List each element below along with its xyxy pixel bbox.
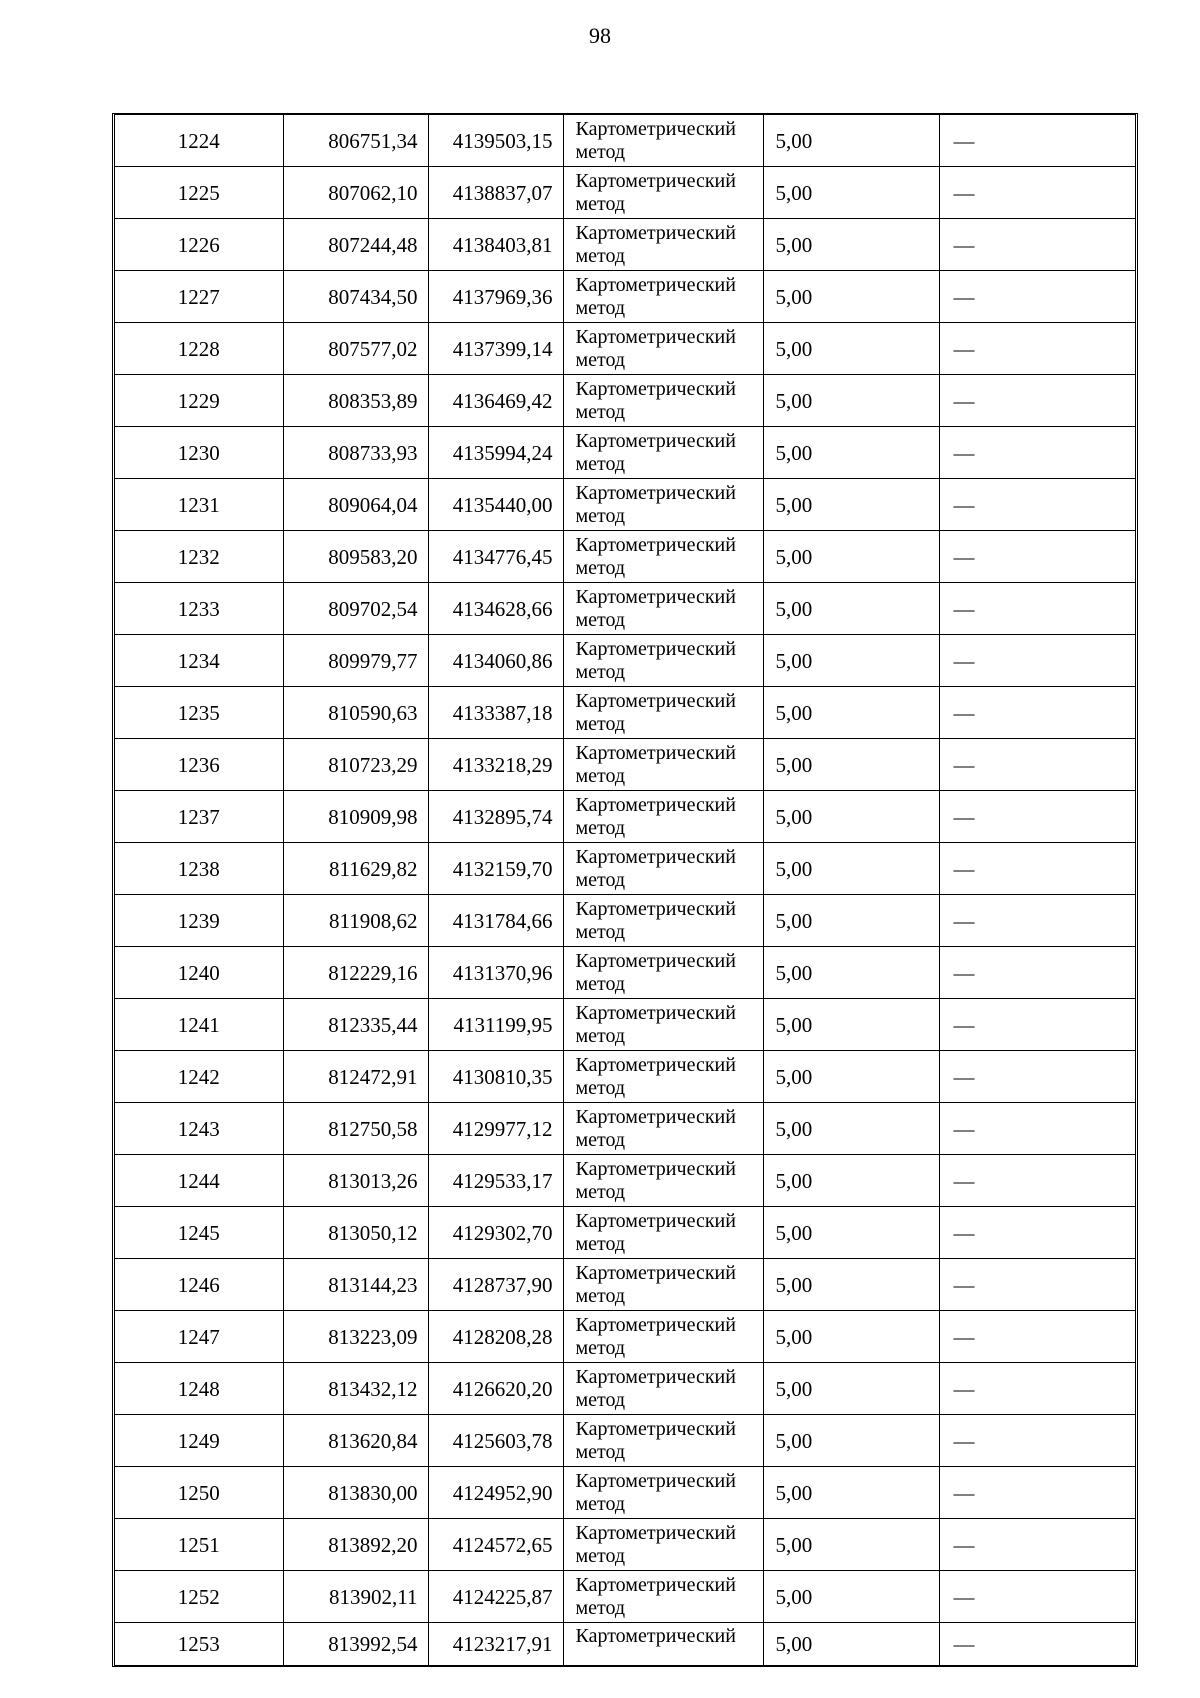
- method-line-1: Картометрический: [575, 169, 736, 192]
- x-coordinate-cell: 812229,16: [283, 947, 428, 999]
- note-cell: —: [939, 1623, 1135, 1666]
- accuracy-cell: 5,00: [763, 1363, 939, 1415]
- method-cell: [563, 1467, 763, 1519]
- y-coordinate-cell: 4129302,70: [428, 1207, 563, 1259]
- accuracy-cell: 5,00: [763, 1051, 939, 1103]
- x-coordinate-cell: 812750,58: [283, 1103, 428, 1155]
- y-coordinate-cell: 4132159,70: [428, 843, 563, 895]
- x-coordinate-cell: 809064,04: [283, 479, 428, 531]
- accuracy-cell: 5,00: [763, 1259, 939, 1311]
- method-line-2: метод: [575, 400, 626, 423]
- table-body: [115, 115, 1135, 1665]
- y-coordinate-cell: 4137399,14: [428, 323, 563, 375]
- x-coordinate-cell: 811629,82: [283, 843, 428, 895]
- table-row: [115, 323, 1135, 375]
- accuracy-cell: 5,00: [763, 1155, 939, 1207]
- accuracy-cell: 5,00: [763, 687, 939, 739]
- method-line-2: метод: [575, 244, 626, 267]
- method-line-2: метод: [575, 1284, 626, 1307]
- note-cell: —: [939, 843, 1135, 895]
- note-cell: —: [939, 375, 1135, 427]
- point-number-cell: 1251: [115, 1519, 283, 1571]
- note-cell: —: [939, 1259, 1135, 1311]
- method-cell: [563, 479, 763, 531]
- method-line-1: Картометрический: [575, 897, 736, 920]
- method-line-1: Картометрический: [575, 1001, 736, 1024]
- point-number-cell: 1225: [115, 167, 283, 219]
- method-cell: [563, 375, 763, 427]
- accuracy-cell: 5,00: [763, 1207, 939, 1259]
- x-coordinate-cell: 808353,89: [283, 375, 428, 427]
- x-coordinate-cell: 813620,84: [283, 1415, 428, 1467]
- method-cell: [563, 427, 763, 479]
- method-line-1: Картометрический: [575, 689, 736, 712]
- note-cell: —: [939, 999, 1135, 1051]
- y-coordinate-cell: 4123217,91: [428, 1623, 563, 1666]
- note-cell: —: [939, 1571, 1135, 1623]
- accuracy-cell: 5,00: [763, 1467, 939, 1519]
- method-line-1: Картометрический: [575, 221, 736, 244]
- method-cell: [563, 635, 763, 687]
- method-line-2: метод: [575, 972, 626, 995]
- method-cell: [563, 1415, 763, 1467]
- method-line-1: Картометрический: [575, 1157, 736, 1180]
- x-coordinate-cell: 813223,09: [283, 1311, 428, 1363]
- method-line-2: метод: [575, 452, 626, 475]
- note-cell: —: [939, 115, 1135, 167]
- point-number-cell: 1244: [115, 1155, 283, 1207]
- y-coordinate-cell: 4124572,65: [428, 1519, 563, 1571]
- point-number-cell: 1235: [115, 687, 283, 739]
- method-cell: [563, 791, 763, 843]
- method-line-2: метод: [575, 1128, 626, 1151]
- y-coordinate-cell: 4129977,12: [428, 1103, 563, 1155]
- point-number-cell: 1245: [115, 1207, 283, 1259]
- method-line-1: Картометрический: [575, 481, 736, 504]
- note-cell: —: [939, 895, 1135, 947]
- y-coordinate-cell: 4138403,81: [428, 219, 563, 271]
- method-line-2: метод: [575, 1440, 626, 1463]
- table-row: [115, 687, 1135, 739]
- note-cell: —: [939, 271, 1135, 323]
- x-coordinate-cell: 813892,20: [283, 1519, 428, 1571]
- y-coordinate-cell: 4135440,00: [428, 479, 563, 531]
- x-coordinate-cell: 809583,20: [283, 531, 428, 583]
- method-cell: [563, 1103, 763, 1155]
- note-cell: —: [939, 739, 1135, 791]
- method-cell: [563, 843, 763, 895]
- method-line-1: Картометрический: [575, 585, 736, 608]
- accuracy-cell: 5,00: [763, 323, 939, 375]
- method-cell: [563, 1311, 763, 1363]
- method-line-2: метод: [575, 608, 626, 631]
- y-coordinate-cell: 4130810,35: [428, 1051, 563, 1103]
- method-line-2: метод: [575, 764, 626, 787]
- point-number-cell: 1252: [115, 1571, 283, 1623]
- coordinates-table: [115, 115, 1135, 1665]
- accuracy-cell: 5,00: [763, 219, 939, 271]
- method-cell: [563, 583, 763, 635]
- y-coordinate-cell: 4128737,90: [428, 1259, 563, 1311]
- note-cell: —: [939, 1311, 1135, 1363]
- note-cell: —: [939, 1415, 1135, 1467]
- accuracy-cell: 5,00: [763, 167, 939, 219]
- x-coordinate-cell: 809979,77: [283, 635, 428, 687]
- note-cell: —: [939, 323, 1135, 375]
- accuracy-cell: 5,00: [763, 479, 939, 531]
- method-cell: [563, 999, 763, 1051]
- method-line-2: метод: [575, 868, 626, 891]
- y-coordinate-cell: 4134776,45: [428, 531, 563, 583]
- x-coordinate-cell: 807062,10: [283, 167, 428, 219]
- table-row: [115, 739, 1135, 791]
- table-row: [115, 1207, 1135, 1259]
- table-row: [115, 271, 1135, 323]
- accuracy-cell: 5,00: [763, 427, 939, 479]
- table-row: [115, 1623, 1135, 1666]
- point-number-cell: 1248: [115, 1363, 283, 1415]
- table-row: [115, 167, 1135, 219]
- accuracy-cell: 5,00: [763, 271, 939, 323]
- method-line-2: метод: [575, 920, 626, 943]
- x-coordinate-cell: 813992,54: [283, 1623, 428, 1666]
- y-coordinate-cell: 4139503,15: [428, 115, 563, 167]
- y-coordinate-cell: 4133218,29: [428, 739, 563, 791]
- note-cell: —: [939, 1155, 1135, 1207]
- y-coordinate-cell: 4129533,17: [428, 1155, 563, 1207]
- note-cell: —: [939, 1519, 1135, 1571]
- note-cell: —: [939, 427, 1135, 479]
- method-line-2: метод: [575, 348, 626, 371]
- point-number-cell: 1246: [115, 1259, 283, 1311]
- x-coordinate-cell: 812335,44: [283, 999, 428, 1051]
- point-number-cell: 1229: [115, 375, 283, 427]
- x-coordinate-cell: 807577,02: [283, 323, 428, 375]
- point-number-cell: 1227: [115, 271, 283, 323]
- table-row: [115, 635, 1135, 687]
- method-cell: [563, 687, 763, 739]
- note-cell: —: [939, 1207, 1135, 1259]
- accuracy-cell: 5,00: [763, 999, 939, 1051]
- y-coordinate-cell: 4124952,90: [428, 1467, 563, 1519]
- method-line-1: Картометрический: [575, 1469, 736, 1492]
- accuracy-cell: 5,00: [763, 791, 939, 843]
- method-cell: [563, 1155, 763, 1207]
- table-row: [115, 1103, 1135, 1155]
- method-line-2: метод: [575, 504, 626, 527]
- method-line-2: метод: [575, 1024, 626, 1047]
- x-coordinate-cell: 811908,62: [283, 895, 428, 947]
- method-line-1: Картометрический: [575, 1261, 736, 1284]
- table-row: [115, 895, 1135, 947]
- note-cell: —: [939, 479, 1135, 531]
- method-line-1: Картометрический: [575, 273, 736, 296]
- method-cell: [563, 947, 763, 999]
- y-coordinate-cell: 4138837,07: [428, 167, 563, 219]
- accuracy-cell: 5,00: [763, 1415, 939, 1467]
- x-coordinate-cell: 810590,63: [283, 687, 428, 739]
- method-cell: [563, 323, 763, 375]
- point-number-cell: 1232: [115, 531, 283, 583]
- accuracy-cell: 5,00: [763, 531, 939, 583]
- point-number-cell: 1228: [115, 323, 283, 375]
- point-number-cell: 1242: [115, 1051, 283, 1103]
- table-row: [115, 999, 1135, 1051]
- note-cell: —: [939, 947, 1135, 999]
- note-cell: —: [939, 1363, 1135, 1415]
- table-row: [115, 1415, 1135, 1467]
- accuracy-cell: 5,00: [763, 843, 939, 895]
- x-coordinate-cell: 806751,34: [283, 115, 428, 167]
- method-cell: [563, 167, 763, 219]
- note-cell: —: [939, 1467, 1135, 1519]
- method-cell: [563, 531, 763, 583]
- y-coordinate-cell: 4136469,42: [428, 375, 563, 427]
- y-coordinate-cell: 4128208,28: [428, 1311, 563, 1363]
- table-row: [115, 947, 1135, 999]
- x-coordinate-cell: 807244,48: [283, 219, 428, 271]
- method-line-1: Картометрический: [575, 1105, 736, 1128]
- table-row: [115, 479, 1135, 531]
- method-line-2: метод: [575, 1388, 626, 1411]
- point-number-cell: 1249: [115, 1415, 283, 1467]
- table-row: [115, 1051, 1135, 1103]
- accuracy-cell: 5,00: [763, 1623, 939, 1666]
- method-cell: [563, 1519, 763, 1571]
- y-coordinate-cell: 4134628,66: [428, 583, 563, 635]
- method-line-2: метод: [575, 1232, 626, 1255]
- accuracy-cell: 5,00: [763, 739, 939, 791]
- point-number-cell: 1226: [115, 219, 283, 271]
- method-line-2: метод: [575, 1180, 626, 1203]
- method-line-1: Картометрический: [575, 845, 736, 868]
- y-coordinate-cell: 4126620,20: [428, 1363, 563, 1415]
- accuracy-cell: 5,00: [763, 947, 939, 999]
- x-coordinate-cell: 813050,12: [283, 1207, 428, 1259]
- method-line-1: Картометрический: [575, 949, 736, 972]
- table-row: [115, 1311, 1135, 1363]
- method-cell: [563, 1207, 763, 1259]
- table-row: [115, 531, 1135, 583]
- table-row: [115, 583, 1135, 635]
- x-coordinate-cell: 813432,12: [283, 1363, 428, 1415]
- accuracy-cell: 5,00: [763, 375, 939, 427]
- point-number-cell: 1241: [115, 999, 283, 1051]
- method-line-2: метод: [575, 140, 626, 163]
- point-number-cell: 1230: [115, 427, 283, 479]
- note-cell: —: [939, 1103, 1135, 1155]
- method-line-2: метод: [575, 1076, 626, 1099]
- method-cell: [563, 1259, 763, 1311]
- table-row: [115, 219, 1135, 271]
- method-line-1: Картометрический: [575, 429, 736, 452]
- note-cell: —: [939, 219, 1135, 271]
- note-cell: —: [939, 1051, 1135, 1103]
- y-coordinate-cell: 4132895,74: [428, 791, 563, 843]
- accuracy-cell: 5,00: [763, 635, 939, 687]
- accuracy-cell: 5,00: [763, 115, 939, 167]
- method-line-2: метод: [575, 192, 626, 215]
- y-coordinate-cell: 4134060,86: [428, 635, 563, 687]
- method-cell: [563, 115, 763, 167]
- method-line-2: метод: [575, 816, 626, 839]
- method-cell: [563, 1623, 763, 1666]
- table-row: [115, 1155, 1135, 1207]
- point-number-cell: 1233: [115, 583, 283, 635]
- method-cell: [563, 219, 763, 271]
- x-coordinate-cell: 810723,29: [283, 739, 428, 791]
- table-row: [115, 1571, 1135, 1623]
- accuracy-cell: 5,00: [763, 1103, 939, 1155]
- method-line-1: Картометрический: [575, 793, 736, 816]
- method-cell: [563, 1363, 763, 1415]
- table-row: [115, 1259, 1135, 1311]
- y-coordinate-cell: 4131199,95: [428, 999, 563, 1051]
- point-number-cell: 1236: [115, 739, 283, 791]
- note-cell: —: [939, 167, 1135, 219]
- note-cell: —: [939, 635, 1135, 687]
- accuracy-cell: 5,00: [763, 1519, 939, 1571]
- page-number: 98: [589, 23, 611, 48]
- x-coordinate-cell: 813830,00: [283, 1467, 428, 1519]
- method-line-1: Картометрический: [575, 1365, 736, 1388]
- note-cell: —: [939, 531, 1135, 583]
- x-coordinate-cell: 810909,98: [283, 791, 428, 843]
- point-number-cell: 1237: [115, 791, 283, 843]
- method-line-1: Картометрический: [575, 1521, 736, 1544]
- method-line-2: метод: [575, 660, 626, 683]
- method-cell: [563, 895, 763, 947]
- method-line-2: метод: [575, 1544, 626, 1567]
- x-coordinate-cell: 807434,50: [283, 271, 428, 323]
- accuracy-cell: 5,00: [763, 583, 939, 635]
- note-cell: —: [939, 687, 1135, 739]
- table-row: [115, 427, 1135, 479]
- accuracy-cell: 5,00: [763, 895, 939, 947]
- method-line-1: Картометрический: [575, 1417, 736, 1440]
- note-cell: —: [939, 791, 1135, 843]
- note-cell: —: [939, 583, 1135, 635]
- method-line-1: Картометрический: [575, 1573, 736, 1596]
- method-line-1: Картометрический: [575, 637, 736, 660]
- point-number-cell: 1240: [115, 947, 283, 999]
- method-line-2: метод: [575, 1492, 626, 1515]
- method-line-2: метод: [575, 556, 626, 579]
- accuracy-cell: 5,00: [763, 1571, 939, 1623]
- coordinates-table-container: [112, 113, 1138, 1667]
- table-row: [115, 1467, 1135, 1519]
- method-line-1: Картометрический: [575, 325, 736, 348]
- point-number-cell: 1243: [115, 1103, 283, 1155]
- accuracy-cell: 5,00: [763, 1311, 939, 1363]
- table-row: [115, 115, 1135, 167]
- method-line-1: Картометрический: [575, 533, 736, 556]
- method-line-2: метод: [575, 712, 626, 735]
- table-row: [115, 843, 1135, 895]
- x-coordinate-cell: 809702,54: [283, 583, 428, 635]
- table-row: [115, 375, 1135, 427]
- method-line-1: Картометрический: [575, 1313, 736, 1336]
- method-line-1: Картометрический: [575, 117, 736, 140]
- point-number-cell: 1238: [115, 843, 283, 895]
- y-coordinate-cell: 4133387,18: [428, 687, 563, 739]
- y-coordinate-cell: 4125603,78: [428, 1415, 563, 1467]
- method-cell: [563, 1571, 763, 1623]
- point-number-cell: 1231: [115, 479, 283, 531]
- y-coordinate-cell: 4124225,87: [428, 1571, 563, 1623]
- table-row: [115, 1519, 1135, 1571]
- point-number-cell: 1224: [115, 115, 283, 167]
- x-coordinate-cell: 808733,93: [283, 427, 428, 479]
- point-number-cell: 1250: [115, 1467, 283, 1519]
- x-coordinate-cell: 812472,91: [283, 1051, 428, 1103]
- x-coordinate-cell: 813013,26: [283, 1155, 428, 1207]
- method-cell: [563, 271, 763, 323]
- x-coordinate-cell: 813902,11: [283, 1571, 428, 1623]
- x-coordinate-cell: 813144,23: [283, 1259, 428, 1311]
- point-number-cell: 1239: [115, 895, 283, 947]
- method-cell: [563, 1051, 763, 1103]
- method-line-2: метод: [575, 1336, 626, 1359]
- method-line-1: Картометрический: [575, 1053, 736, 1076]
- point-number-cell: 1253: [115, 1623, 283, 1666]
- method-line-1: Картометрический: [575, 1209, 736, 1232]
- method-line-1: Картометрический: [575, 377, 736, 400]
- y-coordinate-cell: 4137969,36: [428, 271, 563, 323]
- point-number-cell: 1247: [115, 1311, 283, 1363]
- method-cell: [563, 739, 763, 791]
- point-number-cell: 1234: [115, 635, 283, 687]
- method-line-1: Картометрический: [575, 1625, 736, 1647]
- method-line-2: метод: [575, 1596, 626, 1619]
- y-coordinate-cell: 4135994,24: [428, 427, 563, 479]
- table-row: [115, 791, 1135, 843]
- y-coordinate-cell: 4131370,96: [428, 947, 563, 999]
- table-row: [115, 1363, 1135, 1415]
- method-line-2: метод: [575, 296, 626, 319]
- y-coordinate-cell: 4131784,66: [428, 895, 563, 947]
- method-line-1: Картометрический: [575, 741, 736, 764]
